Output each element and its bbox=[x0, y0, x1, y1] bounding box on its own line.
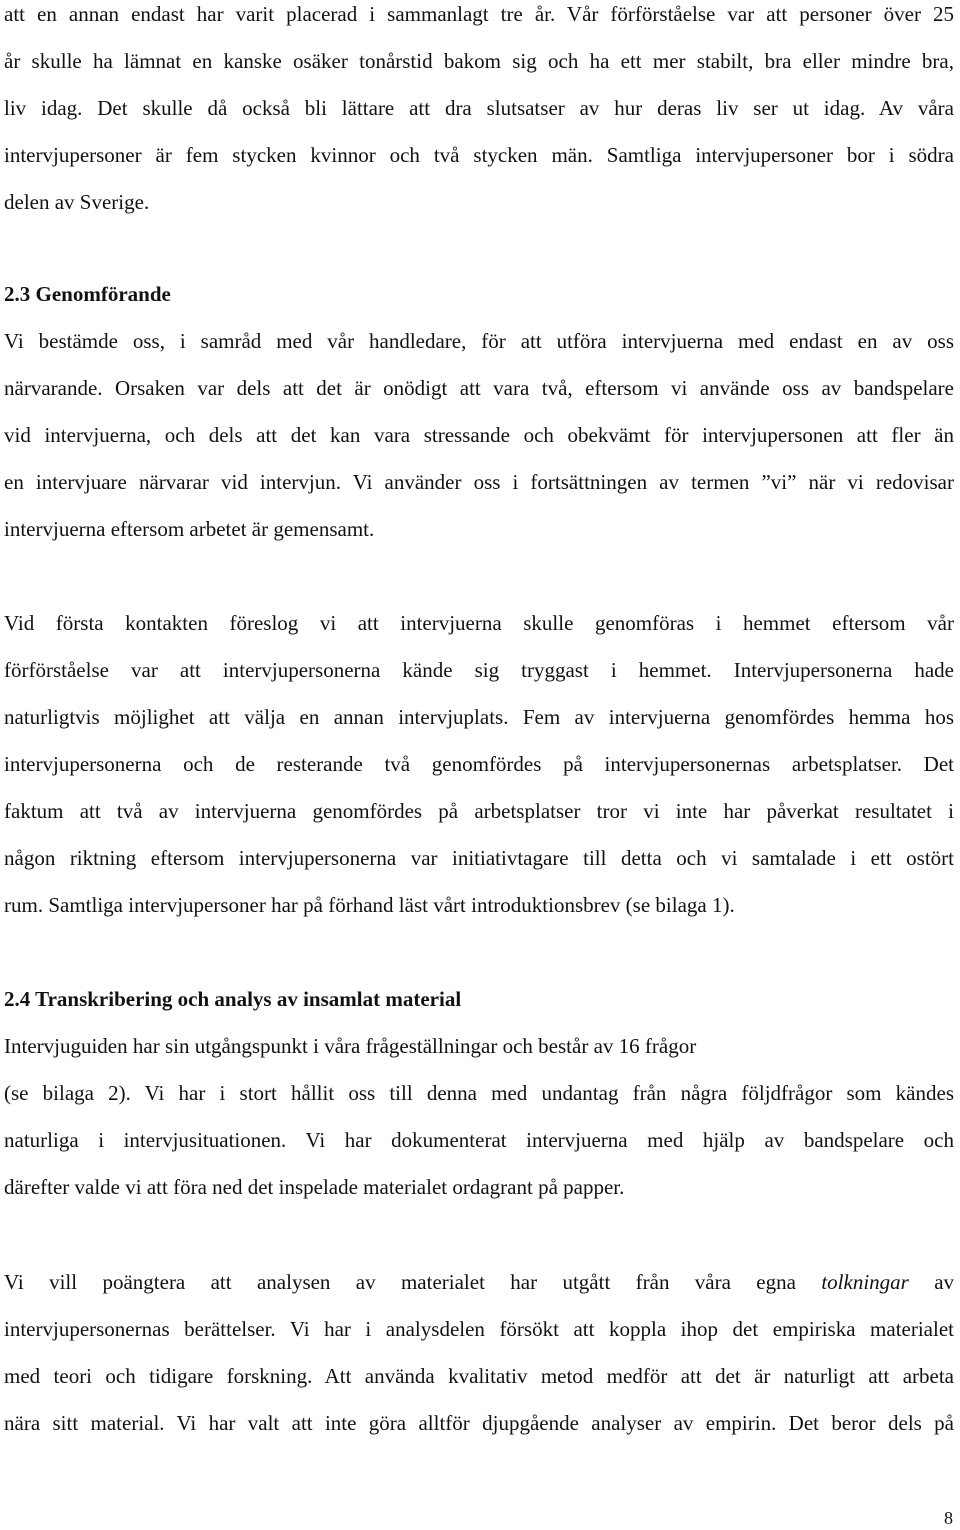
intro-paragraph bbox=[4, 0, 954, 226]
text-segment: Vi vill poängtera att analysen av materialet har utgått från våra egna bbox=[4, 1270, 796, 1294]
text-line: naturliga i intervjusituationen. Vi har dokumenterat intervjuerna med hjälp av bandspelare och bbox=[4, 1128, 954, 1152]
text-line: en intervjuare närvarar vid intervjun. Vi använder oss i fortsättningen av termen ”vi” när vi redovisar bbox=[4, 470, 954, 494]
section-2-4 bbox=[4, 976, 954, 1211]
text-line: Vid första kontakten föreslog vi att intervjuerna skulle genomföras i hemmet eftersom vår bbox=[4, 611, 954, 635]
text-segment: av bbox=[934, 1270, 955, 1294]
text-line: att en annan endast har varit placerad i sammanlagt tre år. Vår förförståelse var att personer över 25 bbox=[4, 2, 954, 26]
emphasized-word: tolkningar bbox=[821, 1270, 909, 1294]
text-line: med teori och tidigare forskning. Att använda kvalitativ metod medför att det är naturligt att arbeta bbox=[4, 1364, 954, 1388]
page-number: 8 bbox=[944, 1508, 953, 1528]
section-2-3-paragraph-2 bbox=[4, 600, 954, 929]
text-line: rum. Samtliga intervjupersoner har på förhand läst vårt introduktionsbrev (se bilaga 1). bbox=[4, 893, 735, 917]
text-line: (se bilaga 2). Vi har i stort hållit oss till denna med undantag från några följdfrågor som kändes bbox=[4, 1081, 954, 1105]
text-line: någon riktning eftersom intervjupersonerna var initiativtagare till detta och vi samtalade i ett ostört bbox=[4, 846, 954, 870]
text-line: Vi bestämde oss, i samråd med vår handledare, för att utföra intervjuerna med endast en av oss bbox=[4, 329, 954, 353]
section-2-3 bbox=[4, 271, 954, 553]
text-line: naturligtvis möjlighet att välja en annan intervjuplats. Fem av intervjuerna genomfördes hemma hos bbox=[4, 705, 954, 729]
text-line: delen av Sverige. bbox=[4, 190, 150, 214]
section-heading: 2.3 Genomförande bbox=[4, 282, 171, 306]
text-line: nära sitt material. Vi har valt att inte göra alltför djupgående analyser av empirin. Det beror dels på bbox=[4, 1411, 954, 1435]
text-line: intervjupersonerna och de resterande två genomfördes på intervjupersonernas arbetsplatser. Det bbox=[4, 752, 954, 776]
text-line: intervjuerna eftersom arbetet är gemensamt. bbox=[4, 517, 375, 541]
text-line: Intervjuguiden har sin utgångspunkt i våra frågeställningar och består av 16 frågor bbox=[4, 1034, 697, 1058]
text-line: därefter valde vi att föra ned det inspelade materialet ordagrant på papper. bbox=[4, 1175, 625, 1199]
text-line: närvarande. Orsaken var dels att det är onödigt att vara två, eftersom vi använde oss av bandspelare bbox=[4, 376, 954, 400]
section-heading: 2.4 Transkribering och analys av insamlat material bbox=[4, 987, 462, 1011]
text-line: intervjupersonernas berättelser. Vi har i analysdelen försökt att koppla ihop det empiriska materialet bbox=[4, 1317, 954, 1341]
text-line: liv idag. Det skulle då också bli lättare att dra slutsatser av hur deras liv ser ut idag. Av våra bbox=[4, 96, 954, 120]
text-line: förförståelse var att intervjupersonerna kände sig tryggast i hemmet. Intervjupersonerna hade bbox=[4, 658, 954, 682]
text-line: faktum att två av intervjuerna genomfördes på arbetsplatser tror vi inte har påverkat resultatet i bbox=[4, 799, 954, 823]
text-line: vid intervjuerna, och dels att det kan vara stressande och obekvämt för intervjupersonen att fler än bbox=[4, 423, 954, 447]
text-line: intervjupersoner är fem stycken kvinnor och två stycken män. Samtliga intervjupersoner bor i södra bbox=[4, 143, 954, 167]
text-line-with-emphasis bbox=[4, 1259, 954, 1306]
text-line: år skulle ha lämnat en kanske osäker tonårstid bakom sig och ha ett mer stabilt, bra eller mindre bra, bbox=[4, 49, 954, 73]
section-2-4-paragraph-2 bbox=[4, 1259, 954, 1447]
